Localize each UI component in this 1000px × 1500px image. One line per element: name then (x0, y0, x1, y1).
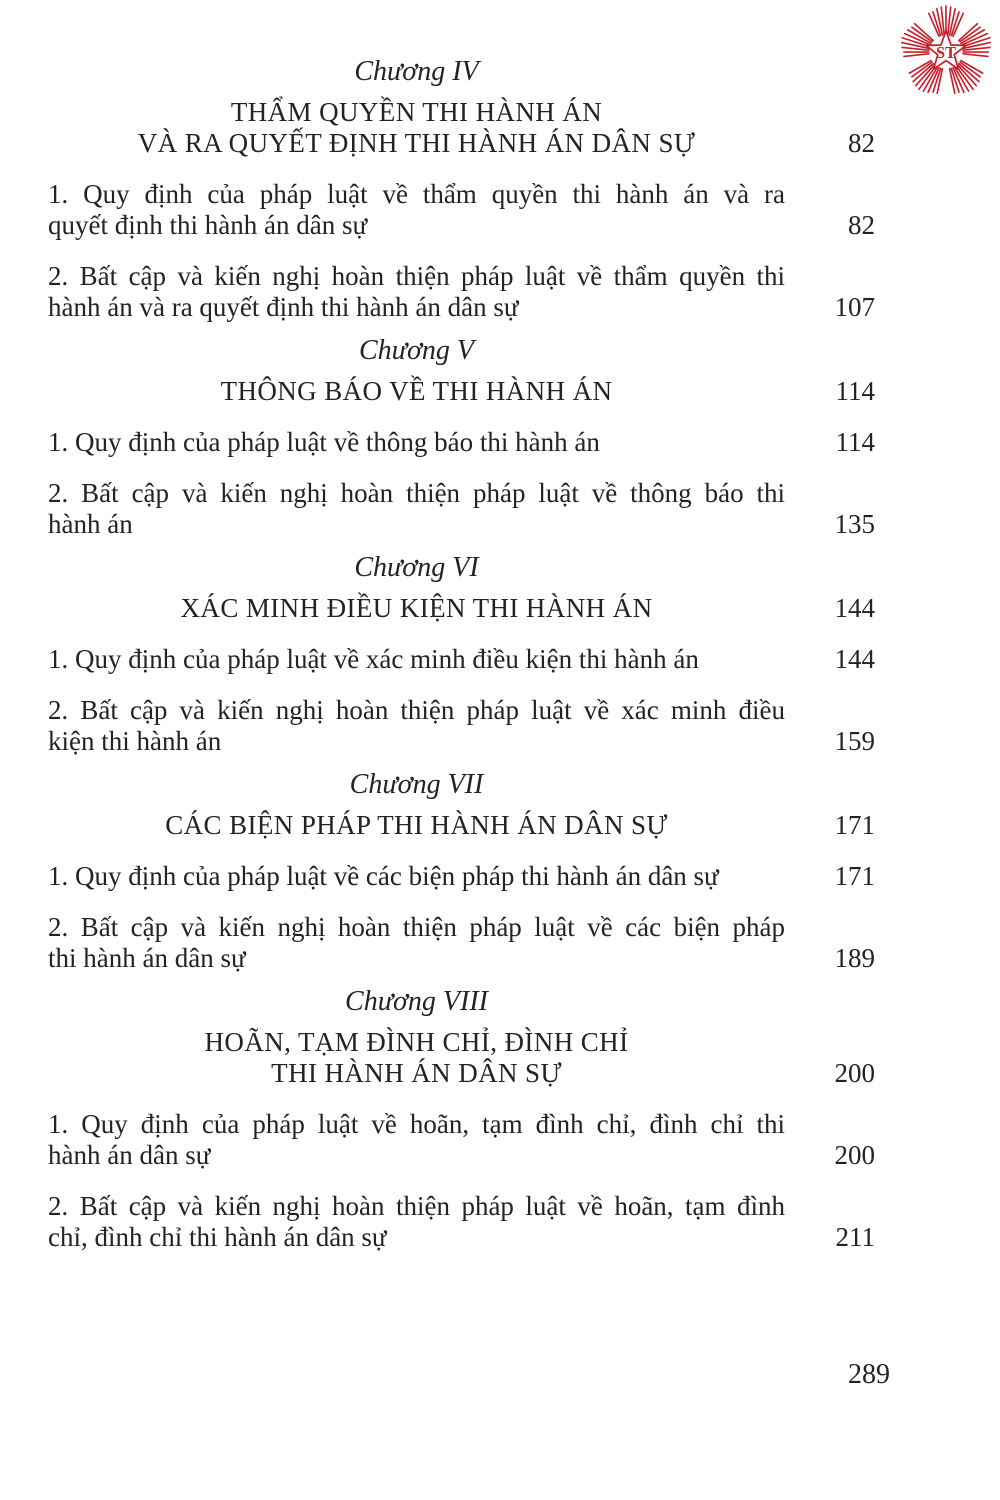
toc-chapter-7 (48, 769, 875, 974)
chapter-page-number: 82 (848, 128, 875, 158)
chapter-label: Chương VIII (345, 986, 488, 1017)
chapter-page-number: 200 (834, 1058, 875, 1088)
toc-entry-text: 2. Bất cập và kiến nghị hoàn thiện pháp luật về hoãn, tạm đình chỉ, đình chỉ thi hành án dân sự (48, 1191, 785, 1252)
chapter-title: HOÃN, TẠM ĐÌNH CHỈ, ĐÌNH CHỈ THI HÀNH ÁN DÂN SỰ (204, 1027, 629, 1088)
toc-entry (48, 695, 875, 757)
toc-entry-page: 159 (834, 726, 875, 756)
folio-page-number: 289 (848, 1359, 890, 1390)
chapter-title: THÔNG BÁO VỀ THI HÀNH ÁN (220, 376, 613, 406)
toc-entry-text: 1. Quy định của pháp luật về thẩm quyền thi hành án và ra quyết định thi hành án dân sự (48, 179, 785, 240)
toc-entry (48, 179, 875, 241)
chapter-page-number: 171 (834, 810, 875, 840)
toc-chapter-8 (48, 986, 875, 1253)
chapter-title: THẨM QUYỀN THI HÀNH ÁN VÀ RA QUYẾT ĐỊNH THI HÀNH ÁN DÂN SỰ (137, 97, 696, 158)
toc-entry-page: 135 (834, 509, 875, 539)
chapter-title: XÁC MINH ĐIỀU KIỆN THI HÀNH ÁN (180, 593, 653, 623)
chapter-label: Chương IV (354, 56, 479, 87)
toc-entry (48, 861, 875, 892)
logo-initials: ST (936, 43, 956, 63)
chapter-label: Chương VI (354, 552, 479, 583)
toc-entry-text: 1. Quy định của pháp luật về thông báo thi hành án (48, 427, 600, 457)
chapter-page-number: 114 (835, 376, 875, 406)
toc-entry-text: 2. Bất cập và kiến nghị hoàn thiện pháp luật về các biện pháp thi hành án dân sự (48, 912, 785, 973)
toc-entry-text: 2. Bất cập và kiến nghị hoàn thiện pháp luật về xác minh điều kiện thi hành án (48, 695, 785, 756)
toc-chapter-6 (48, 552, 875, 757)
toc-entry (48, 478, 875, 540)
toc-entry-page: 211 (835, 1222, 875, 1252)
toc-chapter-5 (48, 335, 875, 540)
toc-entry-text: 2. Bất cập và kiến nghị hoàn thiện pháp luật về thẩm quyền thi hành án và ra quyết định thi hành án dân sự (48, 261, 785, 322)
toc-entry-page: 200 (834, 1140, 875, 1170)
chapter-label: Chương V (359, 335, 474, 366)
toc-entry-page: 144 (834, 644, 875, 674)
toc-entry-page: 114 (835, 427, 875, 457)
toc-entry-text: 1. Quy định của pháp luật về các biện pháp thi hành án dân sự (48, 861, 719, 891)
toc-entry (48, 1109, 875, 1171)
publisher-star-icon (898, 4, 994, 100)
toc-entry-page: 107 (834, 292, 875, 322)
publisher-logo (898, 4, 994, 100)
toc-entry-page: 171 (834, 861, 875, 891)
toc-entry-text: 1. Quy định của pháp luật về hoãn, tạm đình chỉ, đình chỉ thi hành án dân sự (48, 1109, 785, 1170)
toc-entry (48, 644, 875, 675)
toc-entry-page: 189 (834, 943, 875, 973)
toc-entry (48, 261, 875, 323)
chapter-label: Chương VII (349, 769, 484, 800)
toc-entry (48, 1191, 875, 1253)
chapter-title: CÁC BIỆN PHÁP THI HÀNH ÁN DÂN SỰ (165, 810, 668, 840)
toc-entry (48, 427, 875, 458)
toc-entry-text: 1. Quy định của pháp luật về xác minh điều kiện thi hành án (48, 644, 699, 674)
toc-entry (48, 912, 875, 974)
toc-chapter-4 (48, 56, 875, 323)
toc-entry-page: 82 (848, 210, 875, 240)
chapter-page-number: 144 (834, 593, 875, 623)
toc-entry-text: 2. Bất cập và kiến nghị hoàn thiện pháp luật về thông báo thi hành án (48, 478, 785, 539)
